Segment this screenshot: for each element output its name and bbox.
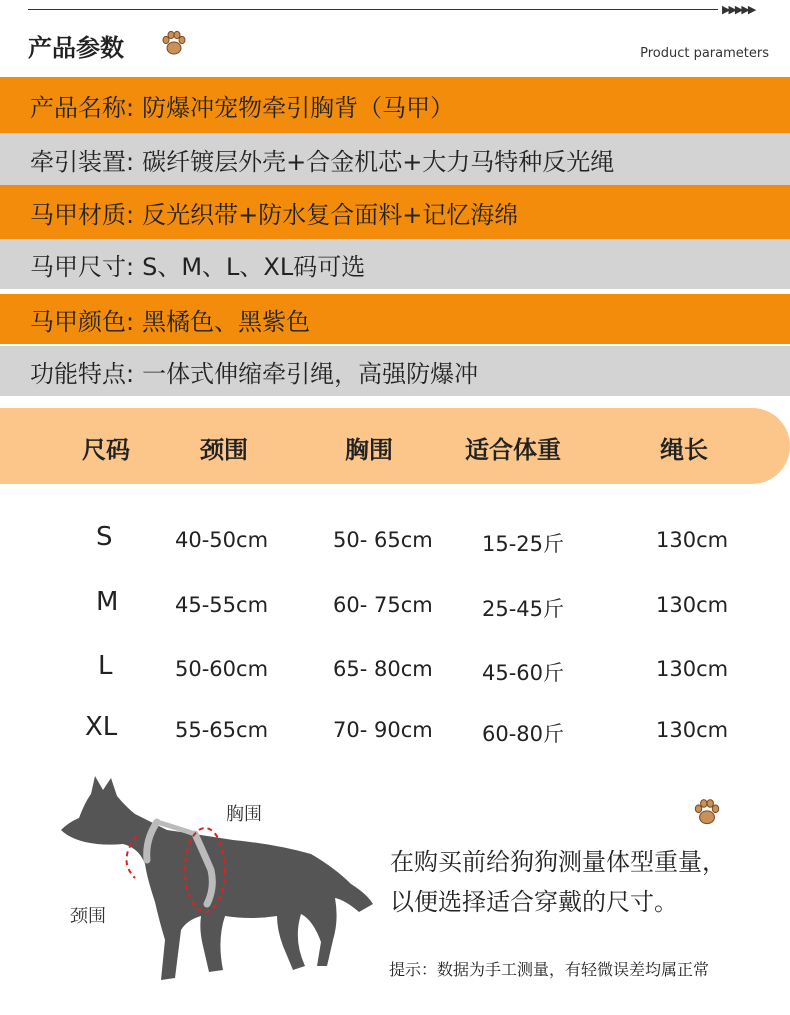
neck-label: 颈围 [70,906,106,927]
top-divider-line [28,9,718,10]
param-row [0,239,790,289]
chest-label: 胸围 [226,804,262,825]
param-row [0,294,790,344]
param-row [0,346,790,396]
cell-neck: 50-60cm [175,657,269,681]
measure-tip: 提示：数据为手工测量，有轻微误差均属正常 [389,960,710,979]
cell-neck: 55-65cm [175,718,269,742]
cell-neck: 45-55cm [175,593,269,617]
page-title: 产品参数 [28,34,124,62]
header-weight: 适合体重 [465,436,561,464]
header-size: 尺码 [82,436,130,464]
param-label: 马甲颜色: [30,307,135,336]
cell-size: L [98,651,113,681]
cell-chest: 50- 65cm [333,528,433,552]
measure-note-line2: 以便选择适合穿戴的尺寸。 [390,888,678,916]
cell-rope-length: 130cm [656,657,729,681]
header-rope-length: 绳长 [660,436,708,464]
cell-weight: 15-25斤 [482,532,565,556]
cell-chest: 60- 75cm [333,593,433,617]
dog-silhouette [61,776,373,980]
param-value: 碳纤镀层外壳+合金机芯+大力马特种反光绳 [142,147,615,176]
cell-weight: 25-45斤 [482,597,565,621]
cell-chest: 65- 80cm [333,657,433,681]
page-subtitle: Product parameters [640,46,769,61]
size-table-header [0,408,790,484]
param-value: 一体式伸缩牵引绳，高强防爆冲 [142,359,479,388]
cell-size: XL [85,712,118,742]
cell-weight: 45-60斤 [482,661,565,685]
paw-icon [158,28,190,60]
cell-size: M [96,587,119,617]
dog-measurement-illustration [55,770,385,990]
param-value: 反光织带+防水复合面料+记忆海绵 [142,200,519,229]
param-row [0,185,790,239]
cell-size: S [96,522,113,552]
param-label: 产品名称: [30,93,135,122]
param-row [0,133,790,185]
cell-weight: 60-80斤 [482,722,565,746]
paw-icon [690,796,724,830]
cell-chest: 70- 90cm [333,718,433,742]
param-row [0,77,790,133]
param-label: 牵引装置: [30,147,135,176]
param-value: 黑橘色、黑紫色 [142,307,311,336]
header-neck: 颈围 [200,436,248,464]
arrows-decoration: ▶▶▶▶▶ [722,3,755,16]
param-value: 防爆冲宠物牵引胸背（马甲） [142,93,455,122]
cell-rope-length: 130cm [656,528,729,552]
cell-rope-length: 130cm [656,593,729,617]
header-chest: 胸围 [345,436,393,464]
measure-note-line1: 在购买前给狗狗测量体型重量， [390,848,726,876]
cell-rope-length: 130cm [656,718,729,742]
param-value: S、M、L、XL码可选 [142,252,366,281]
param-label: 马甲尺寸: [30,252,135,281]
cell-neck: 40-50cm [175,528,269,552]
param-label: 功能特点: [30,359,135,388]
param-label: 马甲材质: [30,200,135,229]
